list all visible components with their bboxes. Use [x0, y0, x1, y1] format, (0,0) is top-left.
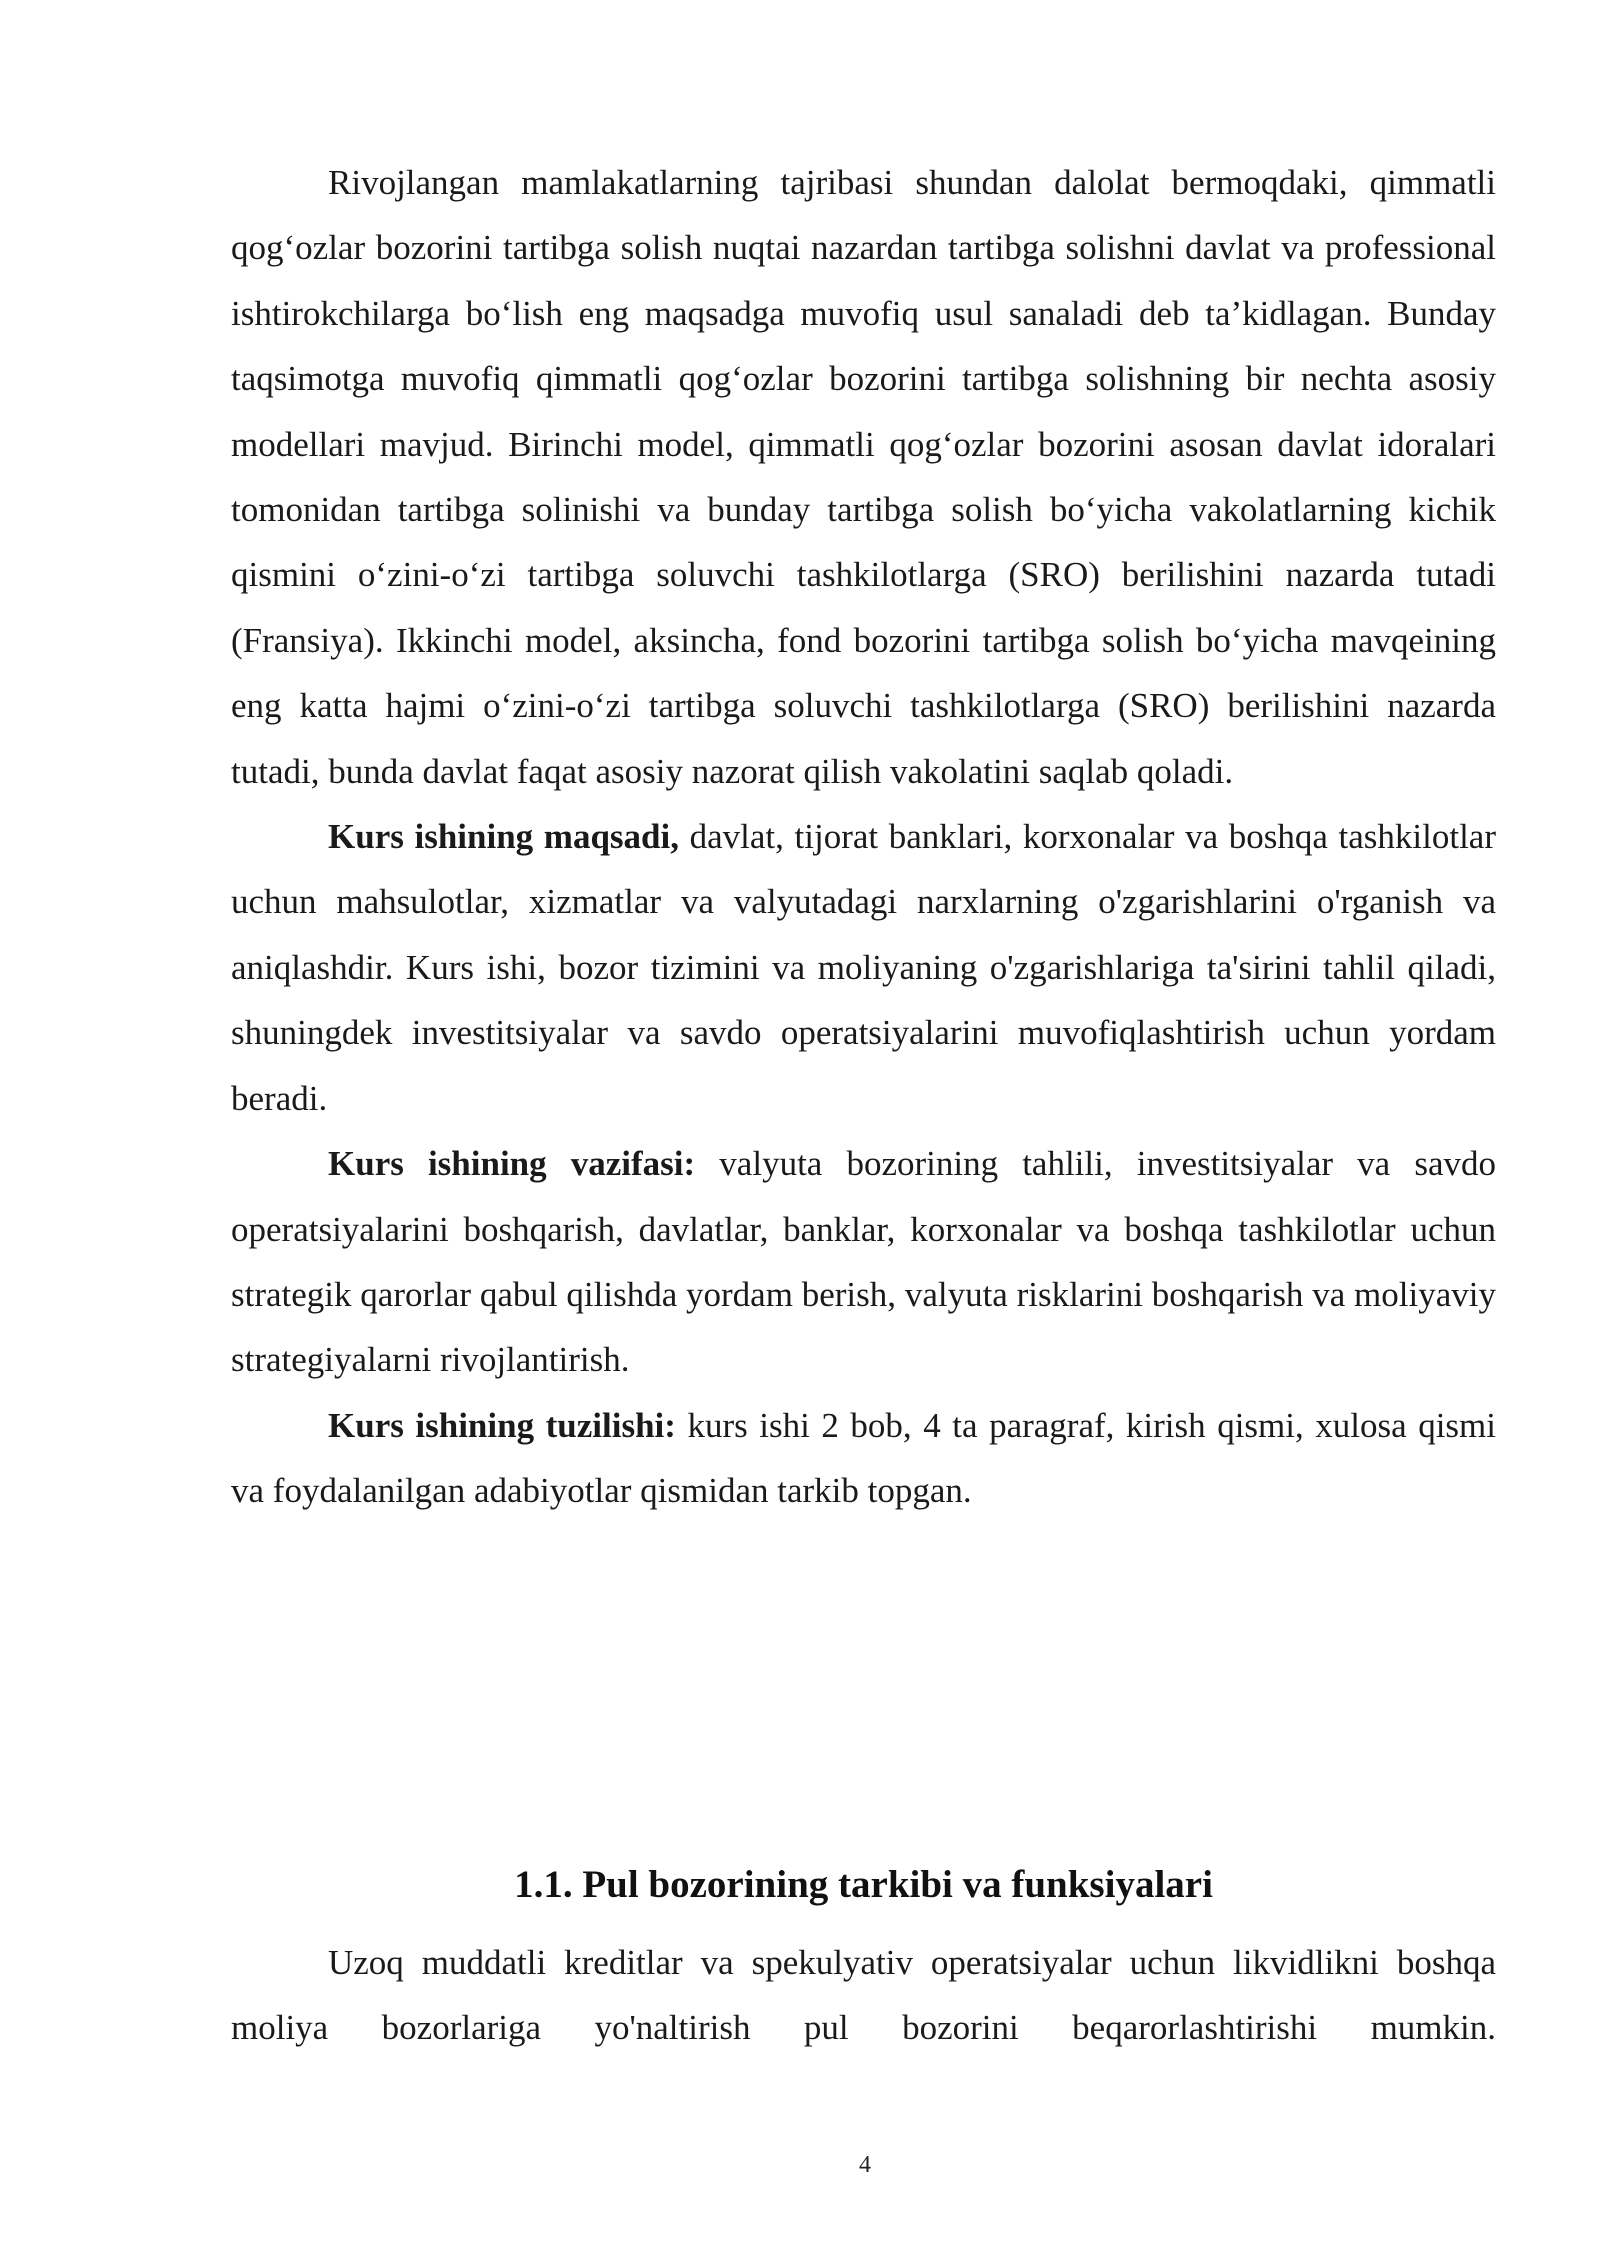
- paragraph-text: Rivojlangan mamlakatlarning tajribasi shundan dalolat bermoqdaki, qimmatli qog‘ozlar bozorini tartibga solish nuqtai nazardan tartibga solishni davlat va professional ishtirokchilarga bo‘lish eng maqsadga muvofiq usul sanaladi deb ta’kidlagan. Bunday taqsimotga muvofiq qimmatli qog‘ozlar bozorini tartibga solishning bir nechta asosiy modellari mavjud. Birinchi model, qimmatli qog‘ozlar bozorini asosan davlat idoralari tomonidan tartibga solinishi va bunday tartibga solish bo‘yicha vakolatlarning kichik qismini o‘zini-o‘zi tartibga soluvchi tashkilotlarga (SRO) berilishini nazarda tutadi (Fransiya). Ikkinchi model, aksincha, fond bozorini tartibga solish bo‘yicha mavqeining eng katta hajmi o‘zini-o‘zi tartibga soluvchi tashkilotlarga (SRO) berilishini nazarda tutadi, bunda davlat faqat asosiy nazorat qilish vakolatini saqlab qoladi.: [231, 163, 1496, 791]
- section-paragraph: Uzoq muddatli kreditlar va spekulyativ operatsiyalar uchun likvidlikni boshqa moliya bozorlariga yo'naltirish pul bozorini beqarorlashtirishi mumkin.: [231, 1943, 1496, 2048]
- paragraph-text: kurs ishi 2 bob, 4 ta paragraf, kirish qismi, xulosa qismi va foydalanilgan adabiyotlar qismidan tarkib topgan.: [231, 1405, 1496, 1511]
- paragraph-text: davlat, tijorat banklari, korxonalar va boshqa tashkilotlar uchun mahsulotlar, xizmatlar va valyutadagi narxlarning o'zgarishlarini o'rganish va aniqlashdir. Kurs ishi, bozor tizimini va moliyaning o'zgarishlariga ta'sirini tahlil qiladi, shuningdek investitsiyalar va savdo operatsiyalarini muvofiqlashtirish uchun yordam beradi.: [231, 817, 1496, 1118]
- paragraph-lead: Kurs ishining vazifasi:: [328, 1144, 696, 1184]
- paragraph-lead: Kurs ishining tuzilishi:: [328, 1405, 676, 1445]
- paragraph-goal: [231, 804, 1496, 1131]
- paragraph-lead: Kurs ishining maqsadi,: [328, 817, 679, 857]
- page-number: 4: [859, 2152, 871, 2178]
- paragraph-text: valyuta bozorining tahlili, investitsiyalar va savdo operatsiyalarini boshqarish, davlatlar, banklar, korxonalar va boshqa tashkilotlar uchun strategik qarorlar qabul qilishda yordam berish, valyuta risklarini boshqarish va moliyaviy strategiyalarni rivojlantirish.: [231, 1144, 1496, 1380]
- paragraph-structure: [231, 1393, 1496, 1524]
- paragraph-intro: [231, 150, 1496, 804]
- section-heading: 1.1. Pul bozorining tarkibi va funksiyalari: [514, 1863, 1213, 1906]
- paragraph-task: [231, 1131, 1496, 1393]
- body-text: [231, 150, 1496, 1524]
